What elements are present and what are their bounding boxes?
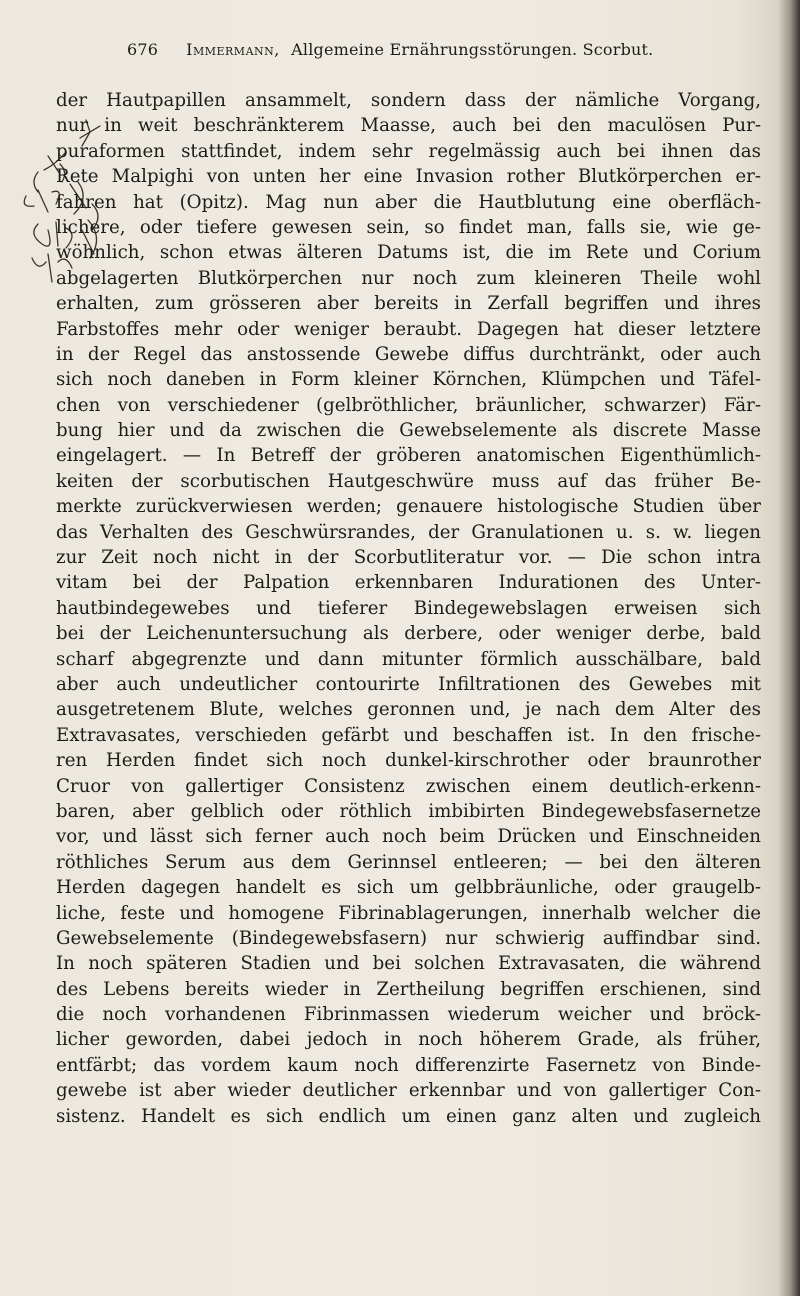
header-title: Allgemeine Ernährungsstörungen. Scorbut.	[291, 40, 654, 59]
text-line: wöhnlich, schon etwas älteren Datums ist, die im Rete und Corium	[56, 242, 761, 264]
text-line: Extravasates, verschieden gefärbt und beschaffen ist. In den frische-	[56, 724, 761, 746]
body-text	[56, 88, 761, 1129]
text-line: merkte zurückverwiesen werden; genauere histologische Studien über	[56, 496, 761, 518]
running-header	[127, 40, 747, 59]
text-line: ren Herden findet sich noch dunkel-kirschrother oder braunrother	[56, 750, 761, 772]
text-line: bei der Leichenuntersuchung als derbere, oder weniger derbe, bald	[56, 623, 761, 645]
text-line: Farbstoffes mehr oder weniger beraubt. Dagegen hat dieser letztere	[56, 318, 761, 340]
text-line: entfärbt; das vordem kaum noch differenzirte Fasernetz von Binde-	[56, 1054, 761, 1076]
text-line: vitam bei der Palpation erkennbaren Indurationen des Unter-	[56, 572, 761, 594]
text-line: fahren hat (Opitz). Mag nun aber die Hautblutung eine oberfläch-	[56, 191, 761, 213]
text-line: die noch vorhandenen Fibrinmassen wiederum weicher und bröck-	[56, 1004, 761, 1026]
text-line: liche, feste und homogene Fibrinablagerungen, innerhalb welcher die	[56, 902, 761, 924]
text-line: erhalten, zum grösseren aber bereits in Zerfall begriffen und ihres	[56, 293, 761, 315]
text-line: in der Regel das anstossende Gewebe diffus durchtränkt, oder auch	[56, 343, 761, 365]
text-line: nur in weit beschränkterem Maasse, auch bei den maculösen Pur-	[56, 115, 761, 137]
text-line: chen von verschiedener (gelbröthlicher, bräunlicher, schwarzer) Fär-	[56, 394, 761, 416]
text-line: sistenz. Handelt es sich endlich um einen ganz alten und zugleich	[56, 1105, 761, 1127]
text-line: licher geworden, dabei jedoch in noch höherem Grade, als früher,	[56, 1029, 761, 1051]
text-line: baren, aber gelblich oder röthlich imbibirten Bindegewebsfasernetze	[56, 800, 761, 822]
text-line: gewebe ist aber wieder deutlicher erkennbar und von gallertiger Con-	[56, 1080, 761, 1102]
text-line: Cruor von gallertiger Consistenz zwischen einem deutlich-erkenn-	[56, 775, 761, 797]
page-number: 676	[127, 40, 159, 59]
text-line: röthliches Serum aus dem Gerinnsel entleeren; — bei den älteren	[56, 851, 761, 873]
text-line: hautbindegewebes und tieferer Bindegewebslagen erweisen sich	[56, 597, 761, 619]
text-line: aber auch undeutlicher contourirte Infiltrationen des Gewebes mit	[56, 673, 761, 695]
text-line: Rete Malpighi von unten her eine Invasion rother Blutkörperchen er-	[56, 166, 761, 188]
text-line: ausgetretenem Blute, welches geronnen und, je nach dem Alter des	[56, 699, 761, 721]
text-line: des Lebens bereits wieder in Zertheilung begriffen erschienen, sind	[56, 978, 761, 1000]
text-line: puraformen stattfindet, indem sehr regelmässig auch bei ihnen das	[56, 140, 761, 162]
text-line: In noch späteren Stadien und bei solchen Extravasaten, die während	[56, 953, 761, 975]
text-line: scharf abgegrenzte und dann mitunter förmlich ausschälbare, bald	[56, 648, 761, 670]
text-line: das Verhalten des Geschwürsrandes, der Granulationen u. s. w. liegen	[56, 521, 761, 543]
text-line: lichere, oder tiefere gewesen sein, so findet man, falls sie, wie ge-	[56, 216, 761, 238]
text-line: vor, und lässt sich ferner auch noch beim Drücken und Einschneiden	[56, 826, 761, 848]
text-line: der Hautpapillen ansammelt, sondern dass der nämliche Vorgang,	[56, 90, 761, 111]
text-line: zur Zeit noch nicht in der Scorbutliteratur vor. — Die schon intra	[56, 547, 761, 569]
text-line: eingelagert. — In Betreff der gröberen anatomischen Eigenthümlich-	[56, 445, 761, 467]
text-line: Gewebselemente (Bindegewebsfasern) nur schwierig auffindbar sind.	[56, 927, 761, 949]
text-line: keiten der scorbutischen Hautgeschwüre muss auf das früher Be-	[56, 470, 761, 492]
text-line: Herden dagegen handelt es sich um gelbbräunliche, oder graugelb-	[56, 877, 761, 899]
text-line: abgelagerten Blutkörperchen nur noch zum kleineren Theile wohl	[56, 267, 761, 289]
text-line: sich noch daneben in Form kleiner Körnchen, Klümpchen und Täfel-	[56, 369, 761, 391]
text-line: bung hier und da zwischen die Gewebselemente als discrete Masse	[56, 420, 761, 442]
book-spine-shadow	[778, 0, 800, 1296]
header-author: Immermann,	[186, 40, 280, 59]
